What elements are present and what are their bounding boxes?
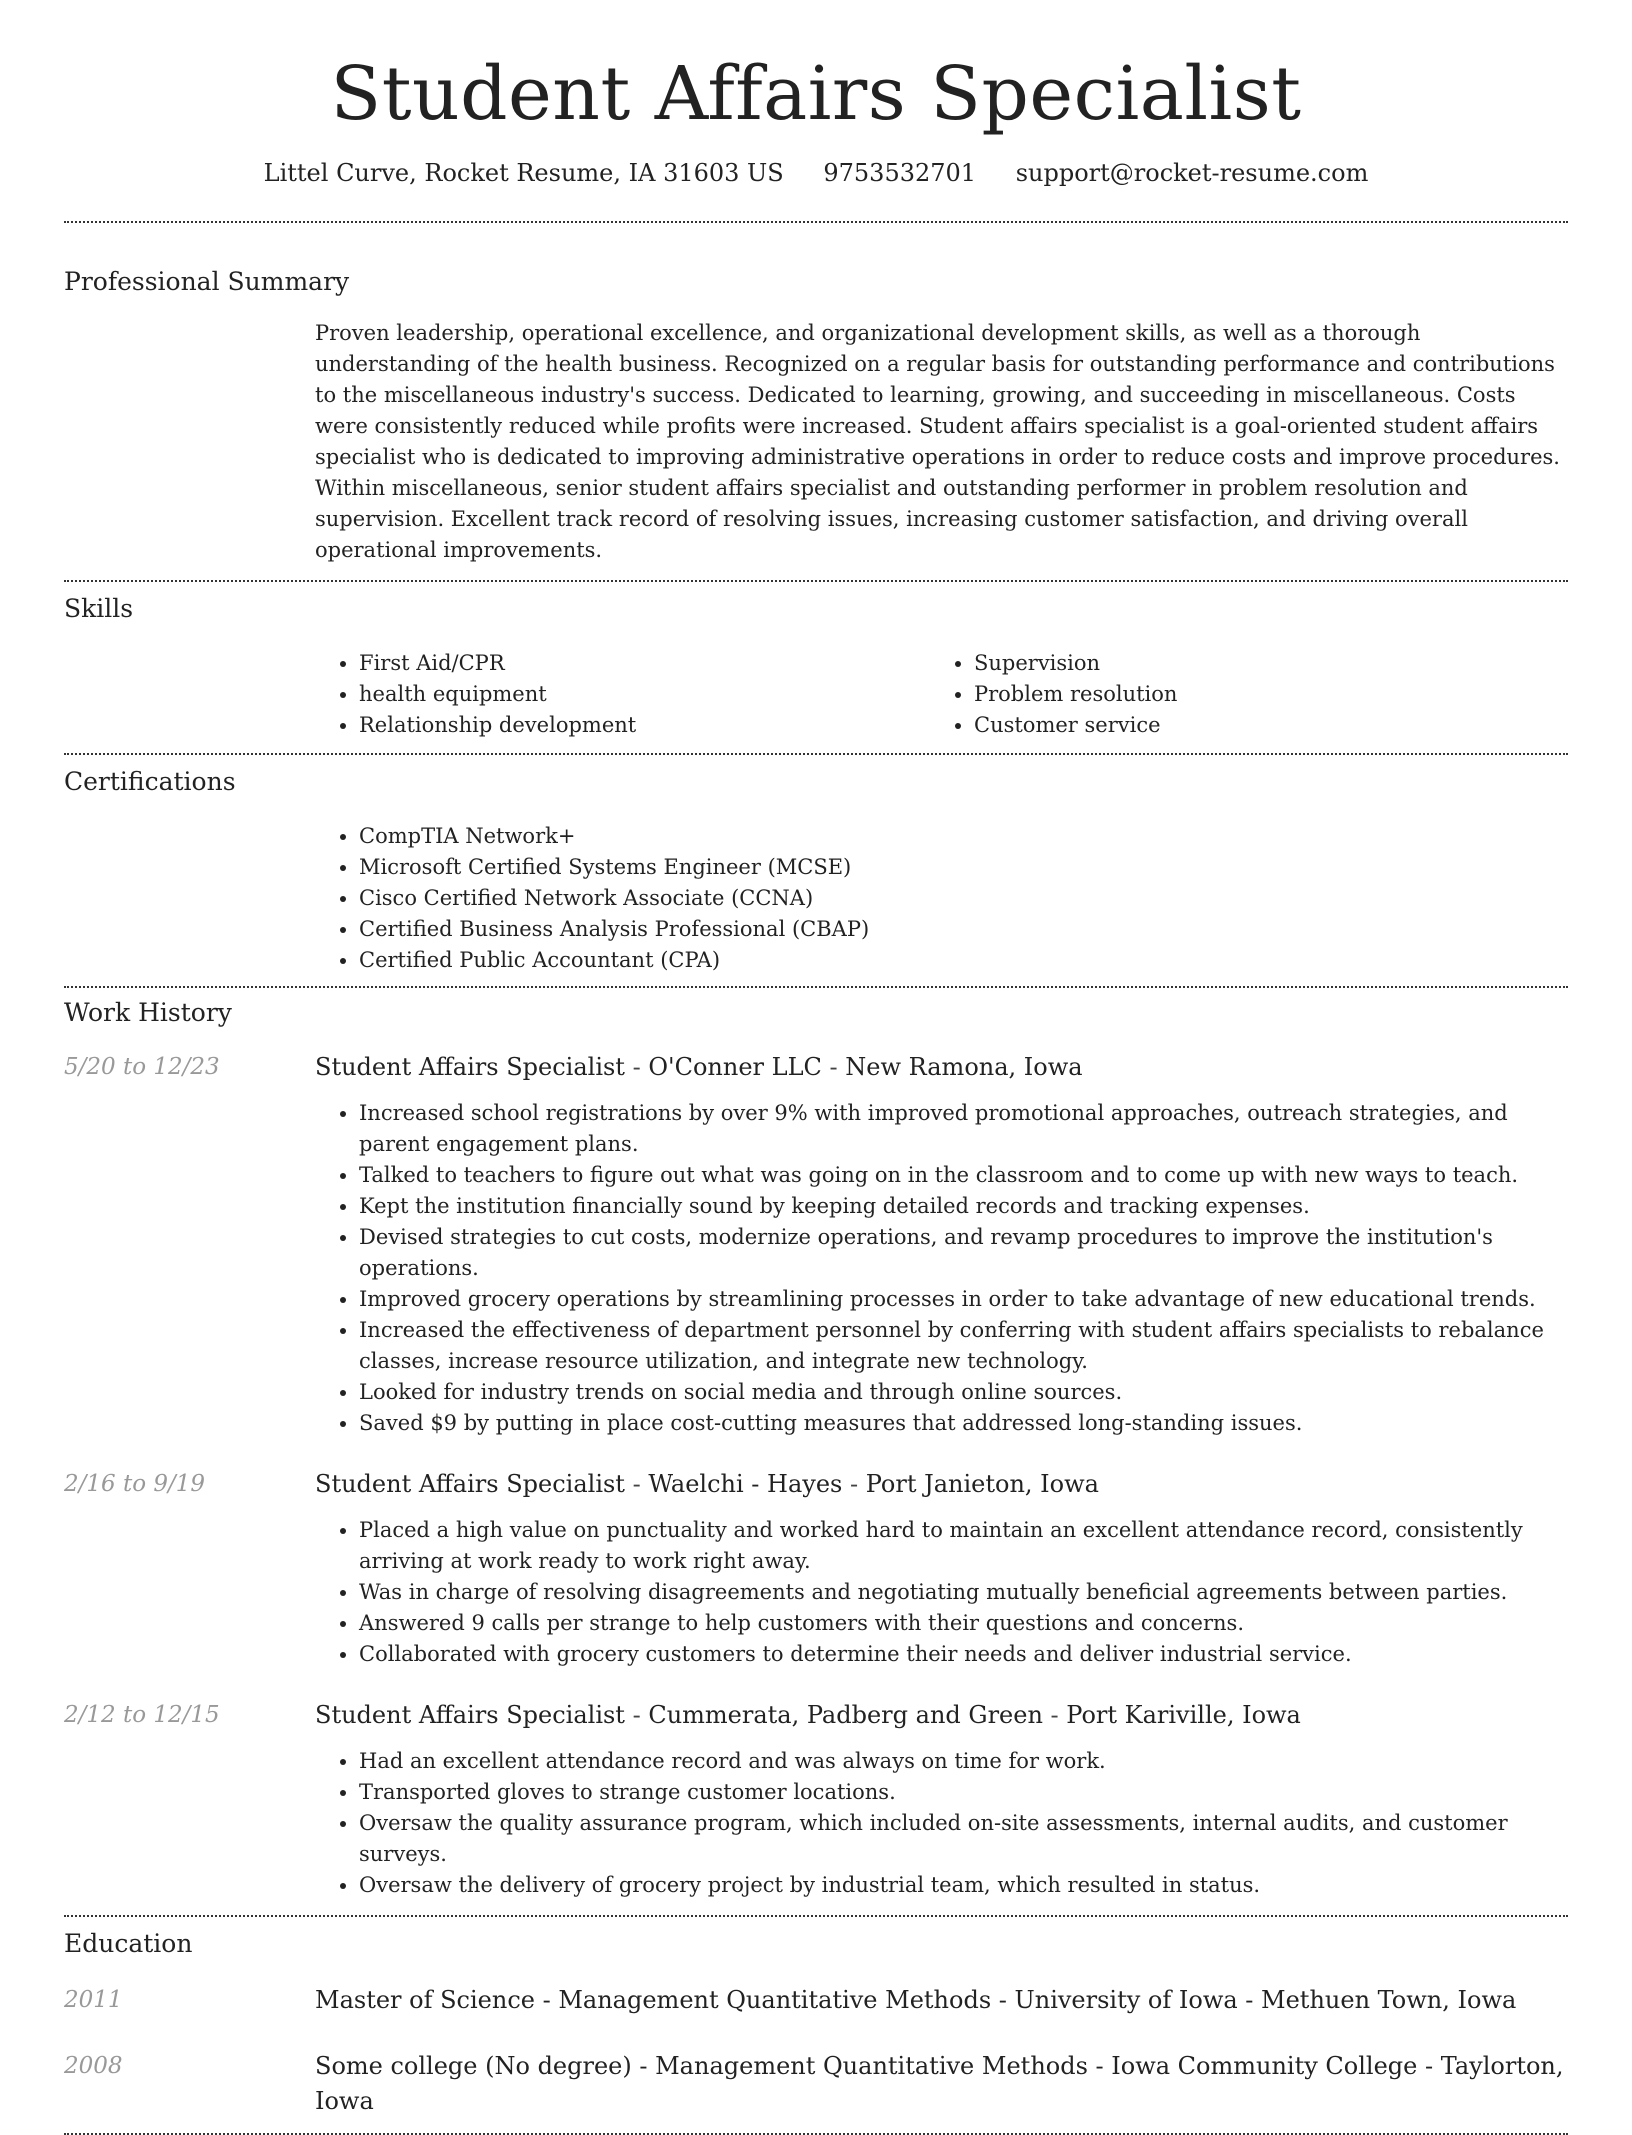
job-location: Port Janieton, Iowa [865,1470,1099,1499]
section-title-work-history: Work History [64,998,232,1028]
education-year: 2008 [64,2053,123,2080]
job-company: O'Conner LLC [648,1053,822,1082]
certification-item: • CompTIA Network+ [359,821,1568,852]
summary-text: Proven leadership, operational excellence, and organizational development skills, as well as a thorough understanding of the health business. Recognized on a regular basis for outstanding performance and contributions to the miscellaneous industry's success. Dedicated to learning, growing, and succeeding in miscellaneous. Costs were consistently reduced while profits were increased. Student affairs specialist is a goal-oriented student affairs specialist who is dedicated to improving administrative operations in order to reduce costs and improve procedures. Within miscellaneous, senior student affairs specialist and outstanding performer in problem resolution and supervision. Excellent track record of resolving issues, increasing customer satisfaction, and driving overall operational improvements. [315,321,1560,563]
job-bullet: • Oversaw the quality assurance program, which included on-site assessments, internal audits, and customer surveys. [359,1808,1568,1870]
job-company: Waelchi - Hayes [648,1470,843,1499]
job-company: Cummerata, Padberg and Green [648,1701,1043,1730]
job-entry [64,1050,1568,1084]
job-bullets [315,1746,1568,1901]
education-entry [64,2049,1568,2119]
skills-section [64,582,1568,741]
certification-item: • Microsoft Certified Systems Engineer (MCSE) [359,852,1568,883]
job-dates: 2/16 to 9/19 [64,1471,206,1498]
job-role: Student Affairs Specialist [315,1053,625,1082]
job-bullet: • Oversaw the delivery of grocery project by industrial team, which resulted in status. [359,1870,1568,1901]
skills-list-left [315,648,930,741]
job-bullet: • Devised strategies to cut costs, modernize operations, and revamp procedures to improve the institution's operations. [359,1222,1568,1284]
job-bullet: • Had an excellent attendance record and was always on time for work. [359,1746,1568,1777]
job-entry [64,1467,1568,1501]
education-title: Master of Science - Management Quantitative Methods - University of Iowa - Methuen Town, Iowa [315,1986,1517,2015]
job-bullet: • Talked to teachers to figure out what was going on in the classroom and to come up with new ways to teach. [359,1160,1568,1191]
job-title: Student Affairs Specialist - O'Conner LLC - New Ramona, Iowa [315,1053,1083,1082]
job-bullet: • Was in charge of resolving disagreements and negotiating mutually beneficial agreements between parties. [359,1577,1568,1608]
job-title: Student Affairs Specialist - Waelchi - Hayes - Port Janieton, Iowa [315,1470,1099,1499]
skill-item: • First Aid/CPR [359,648,930,679]
resume-header [64,0,1568,187]
job-role: Student Affairs Specialist [315,1470,625,1499]
skills-list-right [930,648,1545,741]
job-title: Student Affairs Specialist - Cummerata, Padberg and Green - Port Kariville, Iowa [315,1701,1301,1730]
certification-item: • Certified Business Analysis Professional (CBAP) [359,914,1568,945]
section-title-education: Education [64,1929,193,1959]
section-title-certifications: Certifications [64,767,236,797]
skill-item: • Relationship development [359,710,930,741]
section-title-skills: Skills [64,594,134,624]
skill-item: • Supervision [974,648,1545,679]
certification-item: • Cisco Certified Network Associate (CCNA) [359,883,1568,914]
job-location: Port Kariville, Iowa [1066,1701,1301,1730]
address: Littel Curve, Rocket Resume, IA 31603 US [263,159,784,188]
job-bullet: • Increased the effectiveness of department personnel by conferring with student affairs specialists to rebalance classes, increase resource utilization, and integrate new technology. [359,1315,1568,1377]
phone: 9753532701 [823,159,977,188]
summary-section [64,223,1568,566]
job-bullet: • Kept the institution financially sound by keeping detailed records and tracking expenses. [359,1191,1568,1222]
job-bullet: • Improved grocery operations by streamlining processes in order to take advantage of new educational trends. [359,1284,1568,1315]
work-history-section [64,988,1568,1901]
section-title-summary: Professional Summary [64,267,350,297]
job-bullet: • Increased school registrations by over 9% with improved promotional approaches, outreach strategies, and parent engagement plans. [359,1098,1568,1160]
candidate-name: Student Affairs Specialist [330,51,1302,137]
education-entry [64,1983,1568,2018]
certifications-section [64,755,1568,976]
job-dates: 5/20 to 12/23 [64,1054,220,1081]
skill-item: • Problem resolution [974,679,1545,710]
job-location: New Ramona, Iowa [845,1053,1083,1082]
certification-item: • Certified Public Accountant (CPA) [359,945,1568,976]
certifications-list [315,821,1568,976]
job-bullet: • Saved $9 by putting in place cost-cutting measures that addressed long-standing issues. [359,1408,1568,1439]
education-section [64,1917,1568,2119]
job-bullet: • Placed a high value on punctuality and worked hard to maintain an excellent attendance record, consistently arriving at work ready to work right away. [359,1515,1568,1577]
job-bullet: • Collaborated with grocery customers to determine their needs and deliver industrial service. [359,1639,1568,1670]
job-bullets [315,1098,1568,1439]
job-dates: 2/12 to 12/15 [64,1702,220,1729]
skill-item: • Customer service [974,710,1545,741]
job-role: Student Affairs Specialist [315,1701,625,1730]
job-bullet: • Answered 9 calls per strange to help customers with their questions and concerns. [359,1608,1568,1639]
job-bullet: • Looked for industry trends on social media and through online sources. [359,1377,1568,1408]
contact-line [64,159,1568,187]
education-year: 2011 [64,1987,123,2014]
job-bullet: • Transported gloves to strange customer locations. [359,1777,1568,1808]
email-link[interactable]: support@rocket-resume.com [1015,159,1369,188]
skill-item: • health equipment [359,679,930,710]
education-title: Some college (No degree) - Management Quantitative Methods - Iowa Community College - Taylorton, Iowa [315,2052,1564,2116]
job-entry [64,1698,1568,1732]
job-bullets [315,1515,1568,1670]
